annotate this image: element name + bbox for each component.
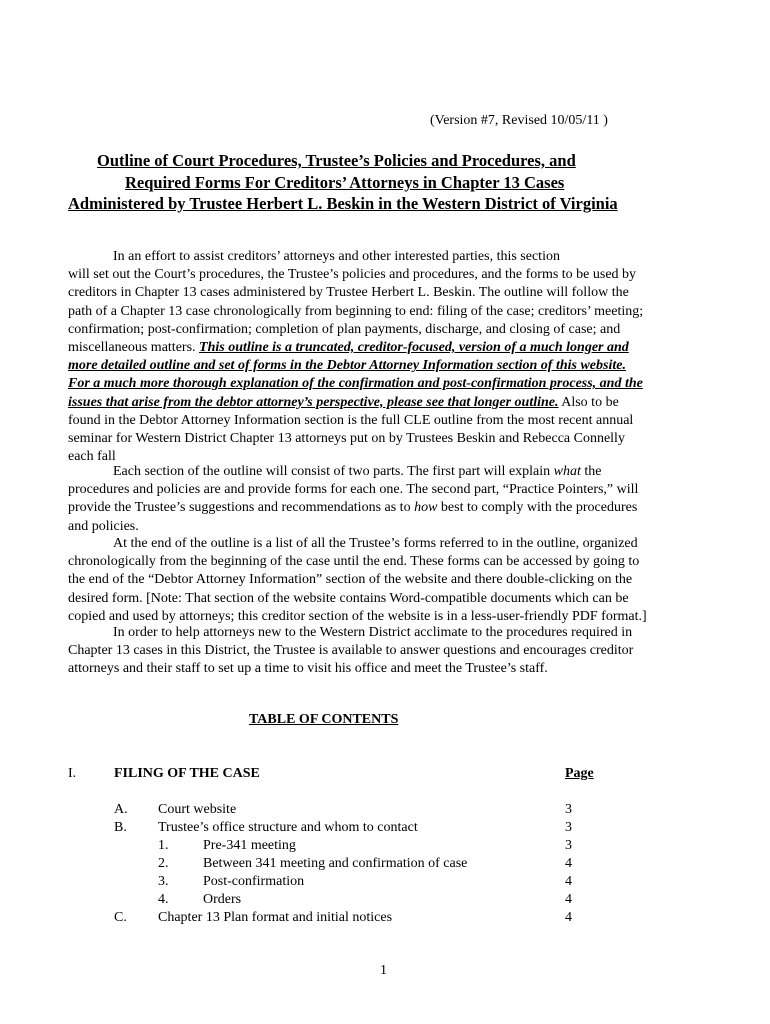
text-run: miscellaneous matters. [68, 339, 200, 355]
toc-item-page: 4 [565, 892, 572, 907]
toc-item-label: B. [114, 820, 127, 835]
text-line: In order to help attorneys new to the Western District acclimate to the procedures required in [113, 625, 633, 640]
toc-item-label: 2. [158, 856, 169, 871]
italic-run: what [553, 464, 581, 479]
title-line-1: Outline of Court Procedures, Trustee’s Policies and Procedures, and [97, 151, 576, 170]
text-line: creditors in Chapter 13 cases administered by Trustee Herbert L. Beskin. The outline will follow the [68, 285, 629, 301]
toc-item-page: 4 [565, 874, 572, 889]
toc-item-label: 1. [158, 838, 169, 853]
toc-item-page: 3 [565, 838, 572, 853]
toc-section-number: I. [68, 766, 77, 781]
text-run: Also to be [558, 394, 619, 410]
toc-item-text: Orders [203, 892, 242, 907]
toc-item-page: 3 [565, 802, 572, 817]
text-line: copied and used by attorneys; this creditor section of the website is in a less-user-friendly PDF format.] [68, 608, 647, 624]
toc-item-page: 4 [565, 910, 572, 925]
toc-item-label: A. [114, 802, 128, 817]
text-line [68, 394, 688, 412]
intro-paragraph [68, 248, 688, 466]
text-line: At the end of the outline is a list of all the Trustee’s forms referred to in the outline, organized [113, 536, 638, 551]
toc-item-label: 4. [158, 892, 169, 907]
text-run: provide the Trustee’s suggestions and recommendations as to [68, 500, 415, 516]
text-line [68, 375, 688, 393]
text-line: In an effort to assist creditors’ attorneys and other interested parties, this section [113, 249, 560, 264]
title-line-3: Administered by Trustee Herbert L. Beskin in the Western District of Virginia [68, 194, 618, 213]
toc-item-page: 4 [565, 856, 572, 871]
text-line: attorneys and their staff to set up a time to visit his office and meet the Trustee’s staff. [68, 661, 548, 677]
toc-page-header: Page [565, 766, 594, 781]
toc-title: TABLE OF CONTENTS [249, 712, 399, 727]
text-run: Each section of the outline will consist of two parts. The first part will explain [113, 464, 554, 479]
text-line: path of a Chapter 13 case chronologically from beginning to end: filing of the case; creditors’ meeting; [68, 303, 644, 319]
text-line: Chapter 13 cases in this District, the Trustee is available to answer questions and encourages creditor [68, 643, 634, 659]
title-line-2: Required Forms For Creditors’ Attorneys in Chapter 13 Cases [125, 173, 565, 192]
text-line: procedures and policies are and provide forms for each one. The second part, “Practice Pointers,” will [68, 482, 639, 498]
text-line: the end of the “Debtor Attorney Information” section of the website and there double-clicking on the [68, 572, 633, 588]
text-line: confirmation; post-confirmation; completion of plan payments, discharge, and closing of case; and [68, 321, 621, 337]
emphasis-run: This outline is a truncated, creditor-focused, version of a much longer and [199, 339, 629, 355]
emphasis-run: issues that arise from the debtor attorney’s perspective, please see that longer outline. [68, 394, 559, 410]
text-run: the [580, 464, 602, 479]
text-line [68, 463, 688, 481]
toc-item-text: Trustee’s office structure and whom to contact [158, 820, 418, 835]
text-line [68, 499, 688, 517]
sections-paragraph [68, 463, 688, 536]
toc-item-text: Between 341 meeting and confirmation of case [203, 856, 468, 871]
text-line: will set out the Court’s procedures, the Trustee’s policies and procedures, and the forms to be used by [68, 267, 637, 283]
toc-item-page: 3 [565, 820, 572, 835]
text-line: found in the Debtor Attorney Information section is the full CLE outline from the most recent annual [68, 412, 634, 428]
text-line: seminar for Western District Chapter 13 attorneys put on by Trustees Beskin and Rebecca Connelly [68, 430, 625, 446]
version-note: (Version #7, Revised 10/05/11 ) [430, 113, 608, 128]
page-number: 1 [380, 963, 387, 978]
text-line [68, 357, 688, 375]
italic-run: how [414, 500, 438, 516]
forms-paragraph [68, 535, 688, 626]
toc-section-title: FILING OF THE CASE [114, 766, 260, 781]
toc-item-label: 3. [158, 874, 169, 889]
text-line: and policies. [68, 518, 139, 534]
text-line: each fall [68, 449, 116, 465]
toc-item-text: Post-confirmation [203, 874, 305, 889]
text-line [68, 339, 688, 357]
toc-item-label: C. [114, 910, 127, 925]
toc-item-text: Pre-341 meeting [203, 838, 296, 853]
contact-paragraph [68, 624, 688, 679]
text-run: best to comply with the procedures [437, 500, 638, 516]
text-line: chronologically from the beginning of the case until the end. These forms can be accessed by going to [68, 554, 640, 570]
emphasis-run: For a much more thorough explanation of the confirmation and post-confirmation process, and the [68, 376, 643, 392]
emphasis-run: more detailed outline and set of forms in the Debtor Attorney Information section of this website. [68, 358, 626, 374]
toc-item-text: Chapter 13 Plan format and initial notices [158, 910, 393, 925]
text-line: desired form. [Note: That section of the website contains Word-compatible documents which can be [68, 590, 629, 606]
toc-item-text: Court website [158, 802, 237, 817]
